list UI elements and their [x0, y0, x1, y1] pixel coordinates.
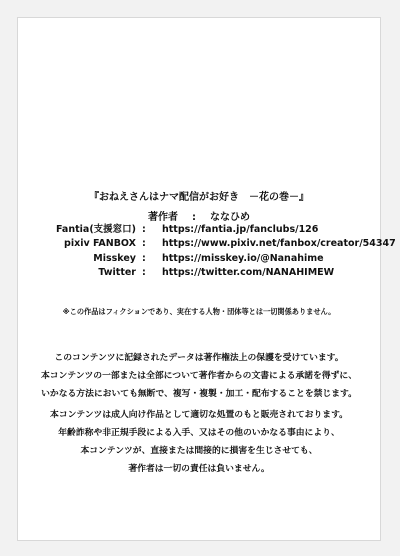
- copyright-line: いかなる方法においても無断で、複写・複製・加工・配布することを禁じます。: [41, 389, 357, 399]
- link-separator-fantia: :: [142, 224, 146, 235]
- fiction-disclaimer: ※この作品はフィクションであり、実在する人物・団体等とは一切関係ありません。: [62, 307, 336, 316]
- copyright-line: このコンテンツに記録されたデータは著作権法上の保護を受けています。: [54, 353, 344, 363]
- link-url-fantia[interactable]: https://fantia.jp/fanclubs/126: [162, 224, 319, 235]
- author-name: ななひめ: [210, 212, 250, 223]
- adult-notice-line: 著作者は一切の責任は負いません。: [128, 464, 270, 474]
- author-credit: [18, 208, 380, 223]
- link-row-twitter: [18, 266, 136, 280]
- link-row-fanbox: [18, 237, 136, 251]
- link-name-misskey: Misskey: [93, 253, 136, 264]
- copyright-line: 本コンテンツの一部または全部について著作者からの文書による承諾を得ずに、: [40, 371, 358, 381]
- link-name-twitter: Twitter: [98, 267, 136, 278]
- document-title: 『おねえさんはナマ配信がお好き －花の巻－』: [89, 192, 309, 203]
- link-name-fantia: Fantia(支援窓口): [56, 224, 136, 235]
- copyright-notice: [18, 349, 380, 403]
- link-separator-misskey: :: [142, 253, 146, 264]
- link-url-misskey[interactable]: https://misskey.io/@Nanahime: [162, 253, 324, 264]
- adult-notice-line: 年齢詐称や非正規手段による入手、又はその他のいかなる事由により、: [58, 428, 340, 438]
- document-page: [17, 17, 396, 541]
- link-row-fantia: [18, 223, 136, 237]
- link-name-fanbox: pixiv FANBOX: [64, 238, 136, 249]
- link-separator-fanbox: :: [142, 238, 146, 249]
- author-label: 著作者: [148, 212, 178, 223]
- adult-content-notice: [18, 406, 380, 478]
- adult-notice-line: 本コンテンツは成人向け作品として適切な処置のもと販売されております。: [50, 410, 348, 420]
- author-separator: :: [192, 212, 196, 223]
- link-url-twitter[interactable]: https://twitter.com/NANAHIMEW: [162, 267, 335, 278]
- link-separator-twitter: :: [142, 267, 146, 278]
- link-url-fanbox[interactable]: https://www.pixiv.net/fanbox/creator/54347: [162, 238, 396, 249]
- link-row-misskey: [18, 252, 136, 266]
- adult-notice-line: 本コンテンツが、直接または間接的に損害を生じさせても、: [80, 446, 318, 456]
